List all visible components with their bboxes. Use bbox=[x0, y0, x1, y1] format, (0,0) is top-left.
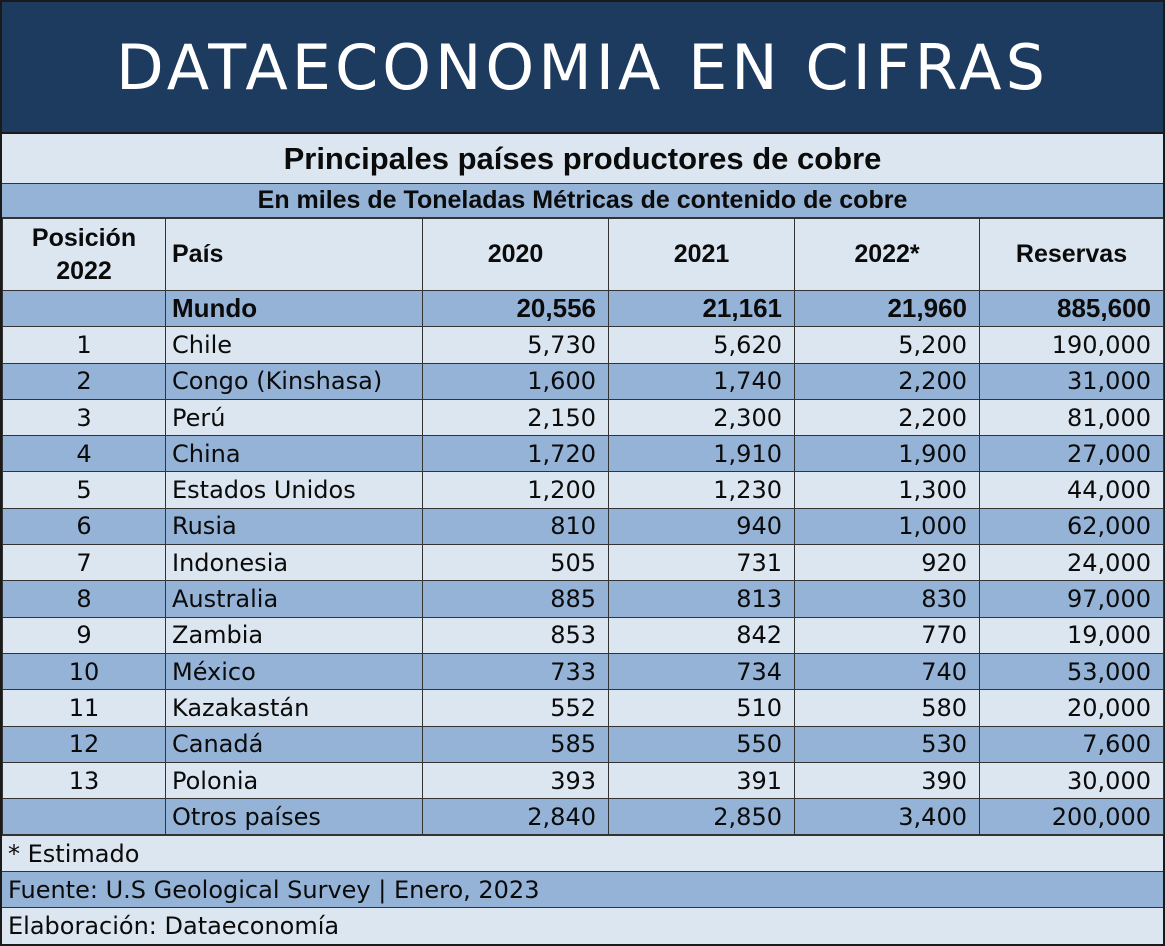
table-title: Principales países productores de cobre bbox=[2, 134, 1163, 184]
cell-country: Rusia bbox=[166, 508, 423, 544]
cell-reserves: 27,000 bbox=[980, 436, 1164, 472]
header-row bbox=[3, 219, 1164, 291]
cell-2021: 391 bbox=[609, 762, 795, 798]
table-row bbox=[3, 799, 1164, 835]
cell-2020: 393 bbox=[423, 762, 609, 798]
cell-2022: 2,200 bbox=[795, 399, 980, 435]
cell-2022: 580 bbox=[795, 690, 980, 726]
cell-country: Kazakastán bbox=[166, 690, 423, 726]
banner bbox=[2, 2, 1163, 134]
banner-title: DATAECONOMIA EN CIFRAS bbox=[116, 30, 1049, 104]
cell-2020: 1,200 bbox=[423, 472, 609, 508]
cell-reserves: 53,000 bbox=[980, 653, 1164, 689]
cell-country: Otros países bbox=[166, 799, 423, 835]
cell-2021: 734 bbox=[609, 653, 795, 689]
cell-country: Mundo bbox=[166, 291, 423, 327]
cell-2021: 1,910 bbox=[609, 436, 795, 472]
cell-2022: 1,000 bbox=[795, 508, 980, 544]
column-header-reserves: Reservas bbox=[980, 219, 1164, 291]
column-header-position-line1: Posición bbox=[31, 224, 137, 252]
table-row bbox=[3, 327, 1164, 363]
world-total-row bbox=[3, 291, 1164, 327]
table-row bbox=[3, 545, 1164, 581]
cell-reserves: 200,000 bbox=[980, 799, 1164, 835]
table-row bbox=[3, 726, 1164, 762]
cell-2020: 810 bbox=[423, 508, 609, 544]
cell-2022: 770 bbox=[795, 617, 980, 653]
cell-reserves: 30,000 bbox=[980, 762, 1164, 798]
cell-2021: 731 bbox=[609, 545, 795, 581]
cell-reserves: 190,000 bbox=[980, 327, 1164, 363]
cell-2022: 920 bbox=[795, 545, 980, 581]
cell-2021: 813 bbox=[609, 581, 795, 617]
table-subtitle: En miles de Toneladas Métricas de contenido de cobre bbox=[2, 184, 1163, 218]
cell-country: Zambia bbox=[166, 617, 423, 653]
cell-position: 3 bbox=[3, 399, 166, 435]
cell-reserves: 19,000 bbox=[980, 617, 1164, 653]
column-header-2022: 2022* bbox=[795, 219, 980, 291]
cell-2020: 1,720 bbox=[423, 436, 609, 472]
cell-2021: 842 bbox=[609, 617, 795, 653]
cell-position: 5 bbox=[3, 472, 166, 508]
table-row bbox=[3, 690, 1164, 726]
column-header-country: País bbox=[166, 219, 423, 291]
cell-position: 9 bbox=[3, 617, 166, 653]
cell-2022: 1,300 bbox=[795, 472, 980, 508]
cell-reserves: 44,000 bbox=[980, 472, 1164, 508]
cell-reserves: 20,000 bbox=[980, 690, 1164, 726]
cell-position: 6 bbox=[3, 508, 166, 544]
cell-country: Australia bbox=[166, 581, 423, 617]
cell-2021: 550 bbox=[609, 726, 795, 762]
cell-2021: 940 bbox=[609, 508, 795, 544]
cell-2020: 733 bbox=[423, 653, 609, 689]
cell-position bbox=[3, 291, 166, 327]
cell-reserves: 24,000 bbox=[980, 545, 1164, 581]
cell-2022: 5,200 bbox=[795, 327, 980, 363]
source-note: Fuente: U.S Geological Survey | Enero, 2023 bbox=[2, 871, 1163, 907]
column-header-2021: 2021 bbox=[609, 219, 795, 291]
cell-2022: 21,960 bbox=[795, 291, 980, 327]
cell-position: 7 bbox=[3, 545, 166, 581]
cell-country: Chile bbox=[166, 327, 423, 363]
table-row bbox=[3, 508, 1164, 544]
cell-position: 10 bbox=[3, 653, 166, 689]
table-row bbox=[3, 581, 1164, 617]
cell-2022: 2,200 bbox=[795, 363, 980, 399]
cell-reserves: 885,600 bbox=[980, 291, 1164, 327]
copper-production-table bbox=[2, 218, 1164, 835]
column-header-2020: 2020 bbox=[423, 219, 609, 291]
column-header-position-line2: 2022 bbox=[56, 256, 112, 285]
cell-country: Indonesia bbox=[166, 545, 423, 581]
cell-position: 1 bbox=[3, 327, 166, 363]
cell-2020: 853 bbox=[423, 617, 609, 653]
cell-reserves: 7,600 bbox=[980, 726, 1164, 762]
cell-2022: 1,900 bbox=[795, 436, 980, 472]
cell-reserves: 81,000 bbox=[980, 399, 1164, 435]
cell-2020: 505 bbox=[423, 545, 609, 581]
cell-reserves: 31,000 bbox=[980, 363, 1164, 399]
cell-2022: 740 bbox=[795, 653, 980, 689]
cell-2020: 2,150 bbox=[423, 399, 609, 435]
cell-2020: 552 bbox=[423, 690, 609, 726]
column-header-position bbox=[3, 219, 166, 291]
table-row bbox=[3, 399, 1164, 435]
cell-reserves: 97,000 bbox=[980, 581, 1164, 617]
cell-2020: 1,600 bbox=[423, 363, 609, 399]
cell-2020: 20,556 bbox=[423, 291, 609, 327]
cell-2021: 2,300 bbox=[609, 399, 795, 435]
cell-2022: 390 bbox=[795, 762, 980, 798]
cell-position bbox=[3, 799, 166, 835]
cell-country: Canadá bbox=[166, 726, 423, 762]
cell-2022: 3,400 bbox=[795, 799, 980, 835]
cell-position: 12 bbox=[3, 726, 166, 762]
cell-position: 2 bbox=[3, 363, 166, 399]
cell-country: Congo (Kinshasa) bbox=[166, 363, 423, 399]
cell-2020: 5,730 bbox=[423, 327, 609, 363]
cell-position: 13 bbox=[3, 762, 166, 798]
table-row bbox=[3, 762, 1164, 798]
cell-2021: 1,230 bbox=[609, 472, 795, 508]
cell-country: Polonia bbox=[166, 762, 423, 798]
cell-position: 11 bbox=[3, 690, 166, 726]
cell-country: Perú bbox=[166, 399, 423, 435]
cell-2020: 885 bbox=[423, 581, 609, 617]
cell-2021: 5,620 bbox=[609, 327, 795, 363]
table-row bbox=[3, 617, 1164, 653]
cell-country: China bbox=[166, 436, 423, 472]
cell-position: 4 bbox=[3, 436, 166, 472]
cell-country: México bbox=[166, 653, 423, 689]
table-row bbox=[3, 653, 1164, 689]
cell-2022: 530 bbox=[795, 726, 980, 762]
cell-country: Estados Unidos bbox=[166, 472, 423, 508]
table-row bbox=[3, 472, 1164, 508]
cell-2020: 2,840 bbox=[423, 799, 609, 835]
cell-2021: 510 bbox=[609, 690, 795, 726]
cell-position: 8 bbox=[3, 581, 166, 617]
cell-2020: 585 bbox=[423, 726, 609, 762]
cell-2021: 1,740 bbox=[609, 363, 795, 399]
cell-reserves: 62,000 bbox=[980, 508, 1164, 544]
table-row bbox=[3, 436, 1164, 472]
table-row bbox=[3, 363, 1164, 399]
footnote-estimated: * Estimado bbox=[2, 835, 1163, 871]
cell-2022: 830 bbox=[795, 581, 980, 617]
cell-2021: 21,161 bbox=[609, 291, 795, 327]
cell-2021: 2,850 bbox=[609, 799, 795, 835]
credit-note: Elaboración: Dataeconomía bbox=[2, 907, 1163, 944]
